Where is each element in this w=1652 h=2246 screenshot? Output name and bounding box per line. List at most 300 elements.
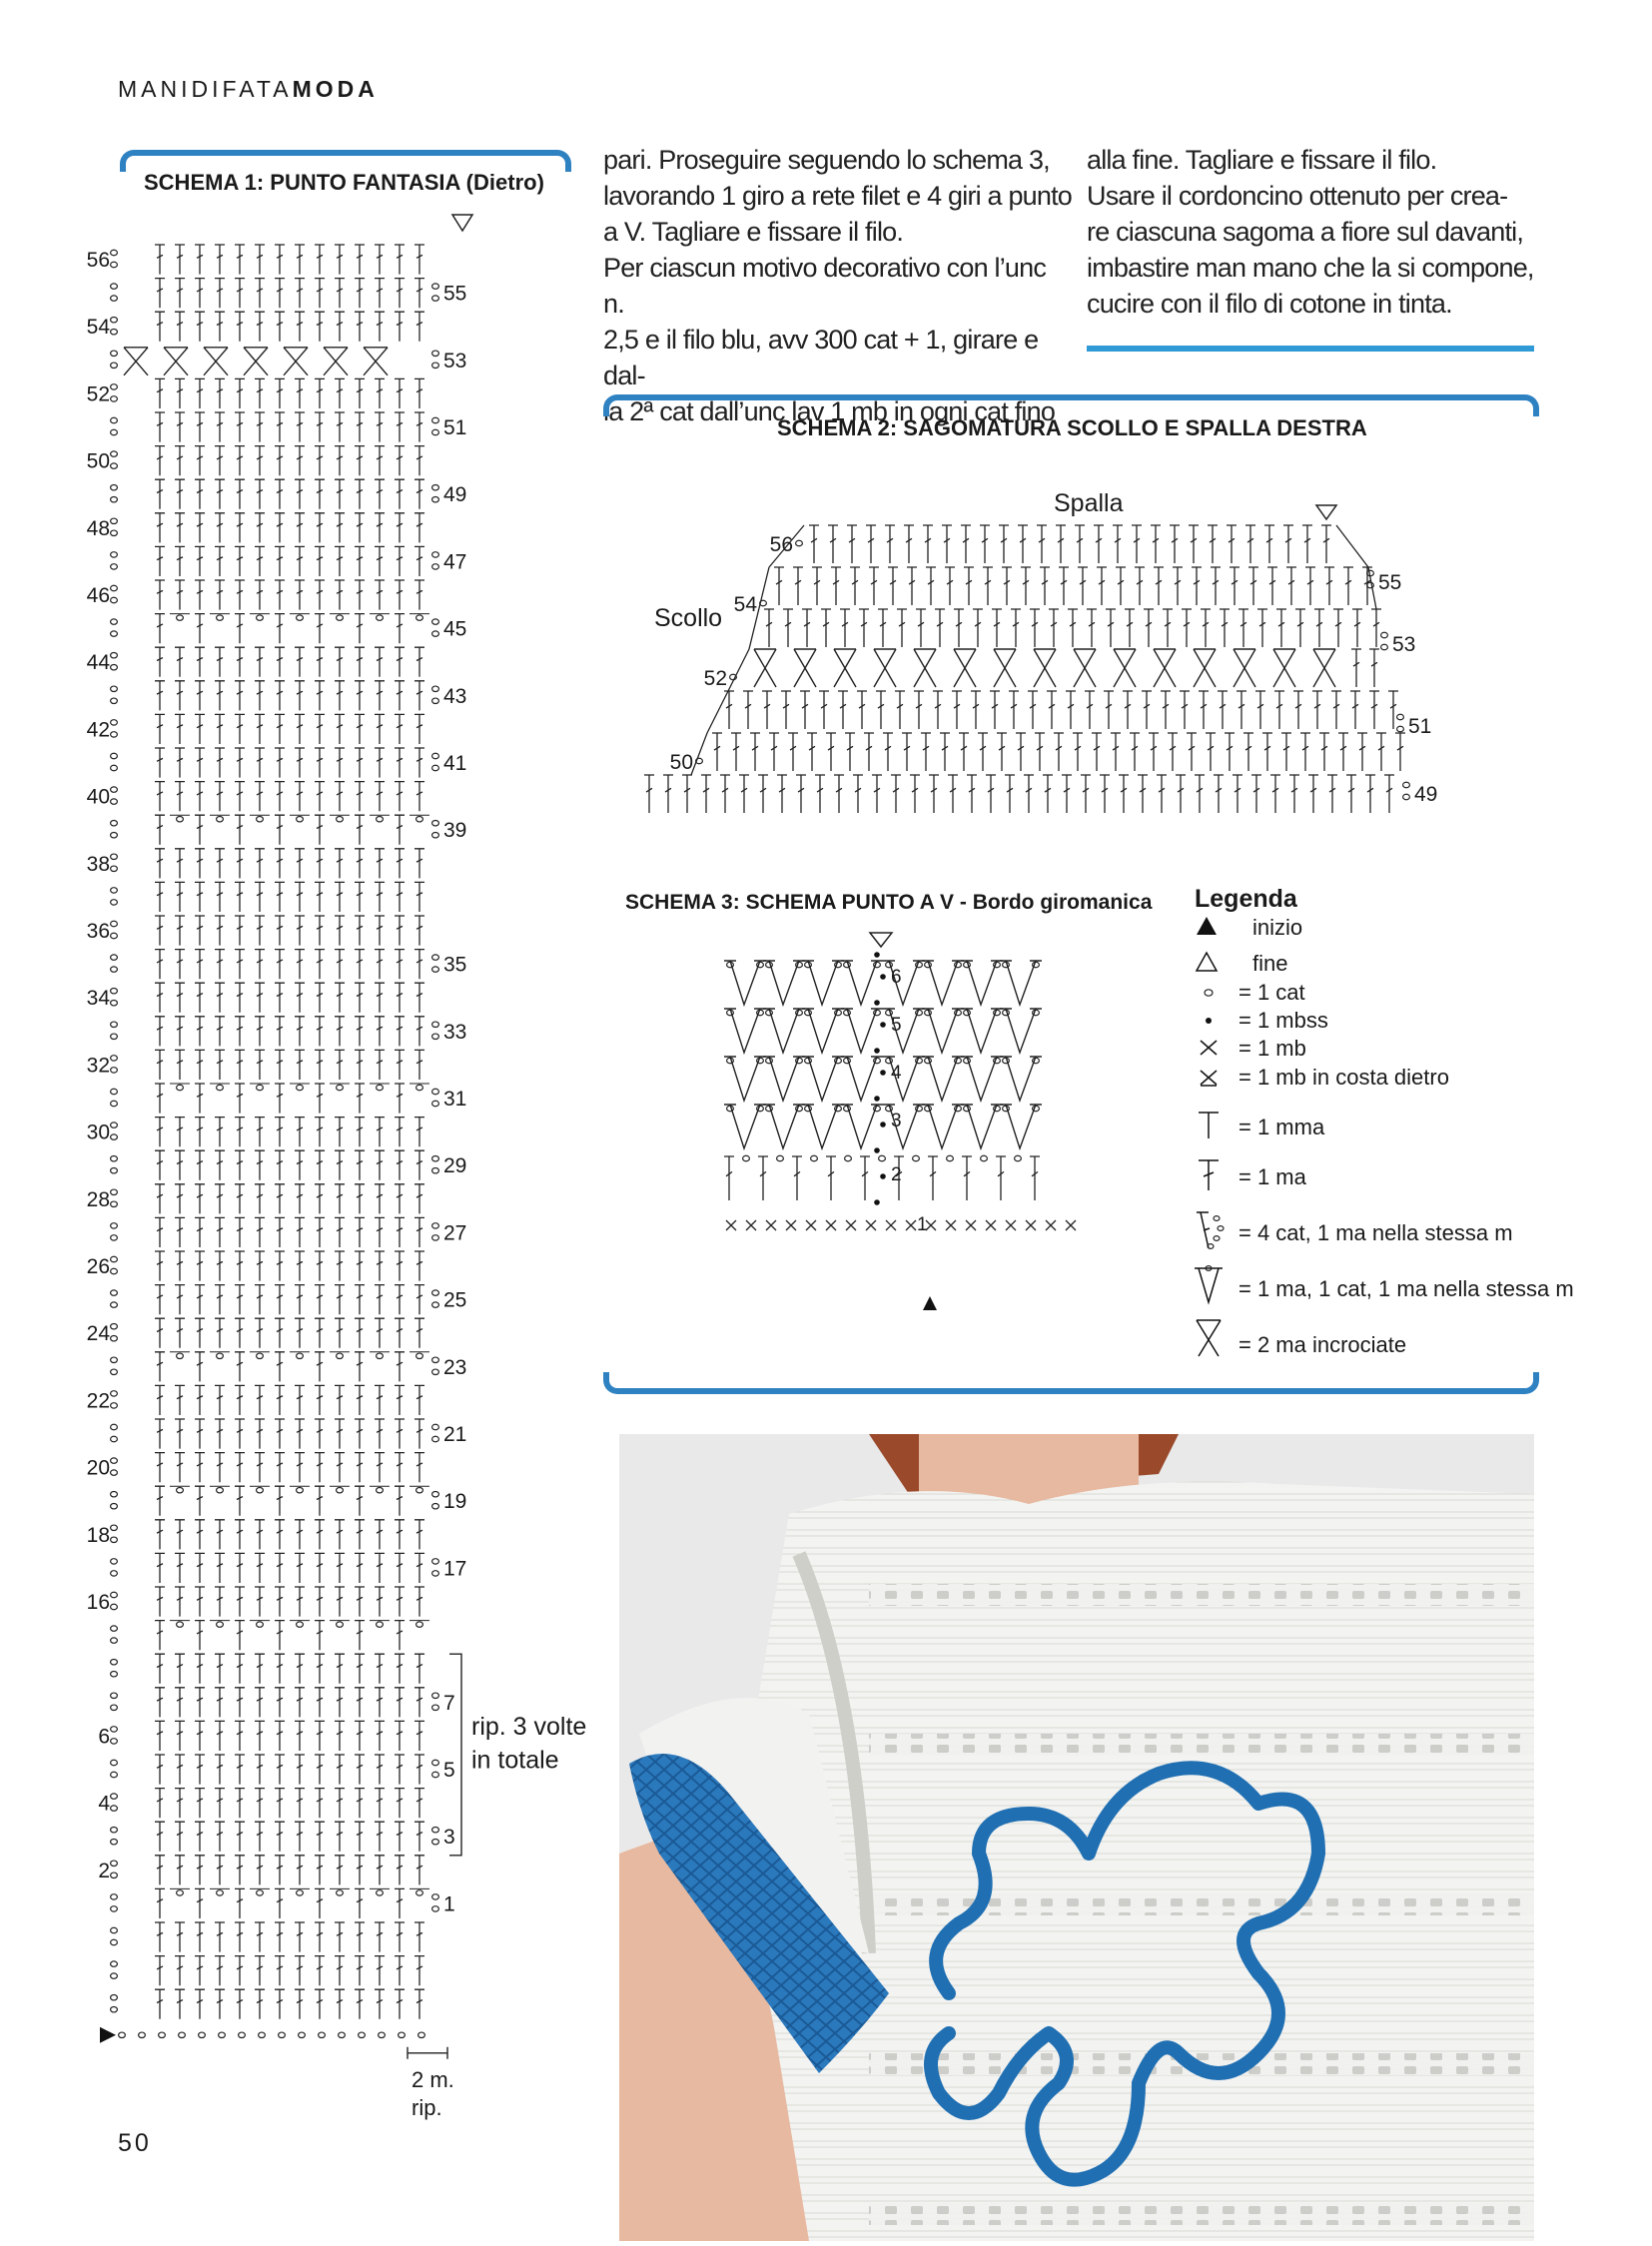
double-crochet-symbol <box>701 775 711 813</box>
crossed-double-symbol <box>1114 649 1136 687</box>
chain-symbol <box>111 1571 118 1576</box>
chain-symbol <box>111 866 118 871</box>
legend-item-mb-costa: = 1 mb in costa dietro <box>1239 1065 1449 1090</box>
double-crochet-symbol <box>414 279 424 309</box>
chain-symbol <box>111 1235 118 1240</box>
double-crochet-symbol <box>395 950 405 980</box>
double-crochet-symbol <box>335 1453 345 1483</box>
chain-symbol <box>111 1391 118 1396</box>
double-crochet-symbol <box>1182 609 1192 647</box>
chain-symbol <box>432 296 439 301</box>
double-crochet-symbol <box>1255 691 1265 729</box>
row-number-left: 36 <box>86 920 110 943</box>
crossed-double-symbol <box>1074 649 1096 687</box>
double-crochet-symbol <box>1062 775 1072 813</box>
chain-symbol <box>111 1223 118 1228</box>
double-crochet-symbol <box>195 983 205 1013</box>
double-crochet-symbol <box>395 1553 405 1583</box>
double-crochet-symbol <box>945 567 955 605</box>
double-crochet-symbol <box>1078 567 1088 605</box>
double-crochet-symbol <box>155 681 165 711</box>
chain-symbol <box>257 1353 264 1358</box>
double-crochet-symbol <box>215 1285 225 1315</box>
double-crochet-symbol <box>414 1654 424 1684</box>
double-crochet-symbol <box>195 882 205 912</box>
double-crochet-symbol <box>195 1050 205 1080</box>
chain-symbol <box>757 1058 764 1063</box>
double-crochet-symbol <box>255 1755 265 1785</box>
double-crochet-symbol <box>1352 609 1362 647</box>
row-number-right: 51 <box>1408 715 1432 738</box>
chain-symbol <box>416 1622 423 1627</box>
double-crochet-symbol <box>375 1520 385 1550</box>
double-crochet-symbol <box>414 1688 424 1718</box>
row-number-left: 34 <box>86 987 110 1011</box>
row-number-left: 50 <box>669 751 693 774</box>
double-crochet-symbol <box>315 1285 325 1315</box>
double-crochet-symbol <box>335 1385 345 1415</box>
double-crochet-symbol <box>355 1118 365 1147</box>
chain-symbol <box>111 1727 118 1732</box>
chain-symbol <box>432 1022 439 1027</box>
double-crochet-symbol <box>355 1654 365 1684</box>
double-crochet-symbol <box>155 245 165 275</box>
double-crochet-symbol <box>275 1150 285 1180</box>
chain-symbol <box>111 1537 118 1542</box>
chain-symbol <box>177 1353 184 1358</box>
double-crochet-symbol <box>295 882 305 912</box>
double-crochet-symbol <box>235 748 245 778</box>
double-crochet-symbol <box>235 1352 245 1382</box>
double-crochet-symbol <box>175 1118 185 1147</box>
chain-symbol <box>257 1622 264 1627</box>
double-crochet-symbol <box>175 1755 185 1785</box>
chain-symbol <box>111 1861 118 1866</box>
chart-row <box>111 1789 424 1819</box>
double-crochet-symbol <box>255 1184 265 1214</box>
double-crochet-symbol <box>155 1888 165 1918</box>
double-crochet-symbol <box>255 916 265 946</box>
chain-symbol <box>111 1022 118 1027</box>
chain-symbol <box>432 1559 439 1564</box>
double-crochet-symbol <box>1002 567 1012 605</box>
chart-row <box>111 1822 424 1852</box>
double-crochet-symbol <box>845 733 855 771</box>
row-number-left: 18 <box>86 1523 110 1547</box>
double-crochet-symbol <box>175 983 185 1013</box>
text-line: alla fine. Tagliare e fissare il filo. <box>1087 145 1437 175</box>
chain-symbol <box>111 484 118 489</box>
row-number-left: 54 <box>86 316 110 340</box>
chain-symbol <box>111 1403 118 1408</box>
double-crochet-symbol <box>295 412 305 442</box>
double-crochet-symbol <box>175 1856 185 1885</box>
chain-symbol <box>111 1034 118 1039</box>
double-crochet-symbol <box>155 1385 165 1415</box>
double-crochet-symbol <box>395 681 405 711</box>
double-crochet-symbol <box>375 412 385 442</box>
chain-symbol <box>916 1058 923 1063</box>
double-crochet-symbol <box>335 849 345 879</box>
chain-symbol <box>416 1890 423 1895</box>
double-crochet-symbol <box>255 1150 265 1180</box>
double-crochet-symbol <box>235 446 245 476</box>
double-crochet-symbol <box>295 950 305 980</box>
double-crochet-symbol <box>395 1419 405 1449</box>
double-crochet-symbol <box>1220 609 1230 647</box>
double-crochet-symbol <box>1218 691 1228 729</box>
double-crochet-symbol <box>175 279 185 309</box>
double-crochet-symbol <box>914 691 924 729</box>
slip-stitch-symbol <box>880 1022 886 1028</box>
row-number-right: 23 <box>443 1355 467 1379</box>
double-crochet-symbol <box>275 1856 285 1885</box>
double-crochet-symbol <box>275 1822 285 1852</box>
double-crochet-symbol <box>935 609 945 647</box>
double-crochet-symbol <box>195 1150 205 1180</box>
chain-symbol <box>432 1491 439 1496</box>
double-crochet-symbol <box>1021 567 1031 605</box>
double-crochet-symbol <box>255 1453 265 1483</box>
double-crochet-symbol <box>235 1721 245 1751</box>
double-crochet-symbol <box>155 1419 165 1449</box>
double-crochet-symbol <box>859 609 869 647</box>
double-crochet-symbol <box>255 1520 265 1550</box>
double-crochet-symbol <box>712 733 722 771</box>
double-crochet-symbol <box>414 1017 424 1047</box>
double-crochet-symbol <box>395 1688 405 1718</box>
double-crochet-symbol <box>355 1385 365 1415</box>
double-crochet-symbol <box>1154 567 1164 605</box>
row-number-left: 32 <box>86 1054 110 1078</box>
double-crochet-symbol <box>1059 567 1069 605</box>
double-crochet-symbol <box>235 479 245 509</box>
double-crochet-symbol <box>295 1184 305 1214</box>
double-crochet-symbol <box>315 1520 325 1550</box>
double-crochet-symbol <box>375 378 385 408</box>
double-crochet-symbol <box>375 1922 385 1952</box>
double-crochet-symbol <box>315 1017 325 1047</box>
double-crochet-symbol <box>375 1017 385 1047</box>
double-crochet-symbol <box>1300 733 1310 771</box>
double-crochet-symbol <box>774 567 784 605</box>
double-crochet-symbol <box>395 1184 405 1214</box>
double-crochet-symbol <box>355 1084 365 1114</box>
double-crochet-symbol <box>315 983 325 1013</box>
double-crochet-symbol <box>1054 733 1064 771</box>
double-crochet-symbol <box>315 1755 325 1785</box>
double-crochet-symbol <box>195 950 205 980</box>
double-crochet-symbol <box>644 775 654 813</box>
double-crochet-symbol <box>355 312 365 342</box>
chain-symbol <box>416 1487 423 1492</box>
double-crochet-symbol <box>295 1385 305 1415</box>
double-crochet-symbol <box>215 1922 225 1952</box>
half-double-crochet-icon <box>1199 1113 1219 1138</box>
single-crochet-symbol <box>806 1220 816 1230</box>
double-crochet-symbol <box>355 815 365 845</box>
double-crochet-symbol <box>275 279 285 309</box>
double-crochet-symbol <box>375 1721 385 1751</box>
double-crochet-symbol <box>395 1888 405 1918</box>
double-crochet-symbol <box>195 1285 205 1315</box>
double-crochet-symbol <box>295 446 305 476</box>
chain-symbol <box>111 732 118 737</box>
double-crochet-symbol <box>395 580 405 610</box>
chain-symbol <box>111 888 118 893</box>
double-crochet-symbol <box>355 245 365 275</box>
double-crochet-symbol <box>215 546 225 576</box>
double-crochet-symbol <box>375 748 385 778</box>
double-crochet-symbol <box>235 1553 245 1583</box>
chain-symbol <box>432 686 439 691</box>
double-crochet-symbol <box>155 1017 165 1047</box>
double-crochet-symbol <box>195 1486 205 1516</box>
double-crochet-symbol <box>355 1922 365 1952</box>
slip-stitch-symbol <box>880 1173 886 1179</box>
double-crochet-symbol <box>414 1050 424 1080</box>
double-crochet-symbol <box>195 245 205 275</box>
chain-symbol <box>874 962 881 967</box>
double-crochet-symbol <box>315 782 325 812</box>
double-crochet-symbol <box>235 1285 245 1315</box>
chain-symbol <box>111 967 118 972</box>
chain-symbol <box>111 1323 118 1328</box>
chain-symbol <box>111 1794 118 1799</box>
double-crochet-symbol <box>355 1621 365 1651</box>
double-crochet-symbol <box>335 1721 345 1751</box>
double-crochet-symbol <box>1195 775 1205 813</box>
double-crochet-symbol <box>1085 691 1095 729</box>
row-number-left: 56 <box>769 533 793 556</box>
double-crochet-symbol <box>235 513 245 543</box>
double-crochet-symbol <box>275 1217 285 1247</box>
chain-symbol <box>319 2032 326 2037</box>
double-crochet-symbol <box>255 647 265 677</box>
double-crochet-symbol <box>275 748 285 778</box>
text-line: a V. Tagliare e fissare il filo. <box>603 217 904 247</box>
chain-symbol <box>432 631 439 636</box>
double-crochet-symbol <box>414 782 424 812</box>
double-crochet-symbol <box>355 849 365 879</box>
double-crochet-symbol <box>355 748 365 778</box>
double-crochet-symbol <box>1199 691 1209 729</box>
double-crochet-symbol <box>335 1587 345 1617</box>
chain-symbol <box>111 1760 118 1765</box>
double-crochet-symbol <box>235 950 245 980</box>
double-crochet-symbol <box>195 1621 205 1651</box>
round-number: 1 <box>917 1214 928 1235</box>
chart-row <box>111 983 424 1013</box>
double-crochet-symbol <box>335 1184 345 1214</box>
chain-symbol <box>297 1085 304 1090</box>
double-crochet-symbol <box>929 775 939 813</box>
double-crochet-symbol <box>315 1721 325 1751</box>
double-crochet-symbol <box>395 1922 405 1952</box>
column-rule <box>1087 346 1534 352</box>
chain-symbol <box>432 1302 439 1307</box>
double-crochet-symbol <box>335 647 345 677</box>
double-crochet-symbol <box>195 513 205 543</box>
double-crochet-symbol <box>255 1553 265 1583</box>
double-crochet-symbol <box>295 513 305 543</box>
double-crochet-symbol <box>1237 691 1246 729</box>
double-crochet-symbol <box>414 412 424 442</box>
double-crochet-symbol <box>335 1789 345 1819</box>
chain-symbol <box>111 1357 118 1362</box>
chain-symbol <box>111 854 118 859</box>
chain-symbol <box>1218 1226 1224 1231</box>
double-crochet-symbol <box>235 849 245 879</box>
double-crochet-symbol <box>255 950 265 980</box>
chain-symbol <box>955 1106 962 1111</box>
double-crochet-symbol <box>395 1050 405 1080</box>
chain-symbol <box>257 1487 264 1492</box>
double-crochet-symbol <box>175 1922 185 1952</box>
row-number-right: 33 <box>443 1020 467 1044</box>
double-crochet-symbol <box>375 1587 385 1617</box>
double-crochet-symbol <box>155 1587 165 1617</box>
chain-symbol <box>432 484 439 489</box>
chart-row <box>111 1553 424 1583</box>
chain-symbol <box>111 1592 118 1597</box>
double-crochet-symbol <box>996 1156 1006 1200</box>
double-crochet-symbol <box>295 1721 305 1751</box>
double-crochet-symbol <box>395 1587 405 1617</box>
end-triangle-icon <box>870 933 892 947</box>
chain-symbol <box>337 615 344 620</box>
double-crochet-symbol <box>155 983 165 1013</box>
double-crochet-symbol <box>414 513 424 543</box>
double-crochet-symbol <box>295 1150 305 1180</box>
chain-symbol <box>432 1101 439 1106</box>
chain-symbol <box>177 615 184 620</box>
double-crochet-symbol <box>1106 609 1116 647</box>
double-crochet-symbol <box>971 691 981 729</box>
double-crochet-symbol <box>315 513 325 543</box>
double-crochet-symbol <box>215 1755 225 1785</box>
double-crochet-symbol <box>355 1553 365 1583</box>
crossed-double-symbol <box>954 649 976 687</box>
double-crochet-symbol <box>355 1688 365 1718</box>
double-crochet-symbol <box>1230 567 1239 605</box>
double-crochet-symbol <box>255 714 265 744</box>
openwork-band <box>869 2203 1534 2225</box>
chain-symbol <box>111 900 118 905</box>
row-number-right: 1 <box>443 1892 455 1916</box>
row-number-right: 27 <box>443 1221 467 1245</box>
double-crochet-symbol <box>315 1856 325 1885</box>
chain-symbol <box>432 1369 439 1374</box>
double-crochet-symbol <box>355 1822 365 1852</box>
double-crochet-symbol <box>395 245 405 275</box>
double-crochet-symbol <box>155 1251 165 1281</box>
crossed-double-symbol <box>124 348 148 375</box>
double-crochet-symbol <box>275 1285 285 1315</box>
double-crochet-symbol <box>235 1888 245 1918</box>
row-number-right: 49 <box>1414 783 1438 806</box>
double-crochet-symbol <box>195 1956 205 1986</box>
chain-symbol <box>111 351 118 356</box>
garment-illustration <box>619 1434 1534 2241</box>
chart-row <box>712 733 1405 771</box>
double-crochet-symbol <box>315 614 325 644</box>
chain-symbol <box>432 765 439 770</box>
double-crochet-symbol <box>315 245 325 275</box>
double-crochet-symbol <box>215 647 225 677</box>
double-crochet-icon <box>1199 1160 1219 1190</box>
double-crochet-symbol <box>215 1789 225 1819</box>
double-crochet-symbol <box>997 733 1007 771</box>
double-crochet-symbol <box>295 1755 305 1785</box>
double-crochet-symbol <box>295 1553 305 1583</box>
double-crochet-symbol <box>395 1453 405 1483</box>
chain-symbol <box>111 1256 118 1261</box>
double-crochet-symbol <box>335 916 345 946</box>
chain-symbol <box>377 816 384 821</box>
double-crochet-symbol <box>1024 775 1034 813</box>
double-crochet-symbol <box>1371 609 1381 647</box>
double-crochet-symbol <box>355 1856 365 1885</box>
chart-row <box>111 1989 424 2019</box>
double-crochet-symbol <box>155 1789 165 1819</box>
double-crochet-symbol <box>235 1789 245 1819</box>
row-number-right: 53 <box>443 349 467 373</box>
chart-row <box>111 916 424 946</box>
double-crochet-symbol <box>1239 609 1248 647</box>
row-number-left: 26 <box>86 1255 110 1278</box>
chart-row <box>111 378 424 408</box>
chart-row <box>111 1184 424 1214</box>
double-crochet-symbol <box>395 1084 405 1114</box>
chain-symbol <box>432 619 439 624</box>
double-crochet-symbol <box>335 412 345 442</box>
scollo-label: Scollo <box>654 604 723 632</box>
chain-symbol <box>955 1058 962 1063</box>
double-crochet-symbol <box>828 525 838 563</box>
chain-symbol <box>111 1503 118 1508</box>
double-crochet-symbol <box>1350 691 1360 729</box>
double-crochet-symbol <box>215 1419 225 1449</box>
double-crochet-symbol <box>783 609 793 647</box>
chain-symbol <box>1033 1058 1040 1063</box>
double-crochet-symbol <box>1264 525 1274 563</box>
chain-symbol <box>297 615 304 620</box>
double-crochet-symbol <box>175 1553 185 1583</box>
chain-symbol <box>432 417 439 422</box>
double-crochet-symbol <box>335 479 345 509</box>
chain-symbol <box>179 2032 186 2037</box>
double-crochet-symbol <box>883 733 893 771</box>
double-crochet-symbol <box>175 446 185 476</box>
double-crochet-symbol <box>235 1486 245 1516</box>
row-number-right: 21 <box>443 1423 467 1446</box>
chain-symbol <box>111 296 118 301</box>
double-crochet-symbol <box>235 647 245 677</box>
single-crochet-symbol <box>1006 1220 1016 1230</box>
crossed-double-symbol <box>914 649 936 687</box>
double-crochet-symbol <box>878 609 888 647</box>
double-crochet-symbol <box>295 245 305 275</box>
double-crochet-symbol <box>826 733 836 771</box>
double-crochet-symbol <box>235 1084 245 1114</box>
double-crochet-symbol <box>215 681 225 711</box>
double-crochet-symbol <box>235 1956 245 1986</box>
double-crochet-symbol <box>315 1150 325 1180</box>
double-crochet-symbol <box>235 1419 245 1449</box>
double-crochet-symbol <box>876 691 886 729</box>
chain-symbol <box>111 1994 118 1999</box>
